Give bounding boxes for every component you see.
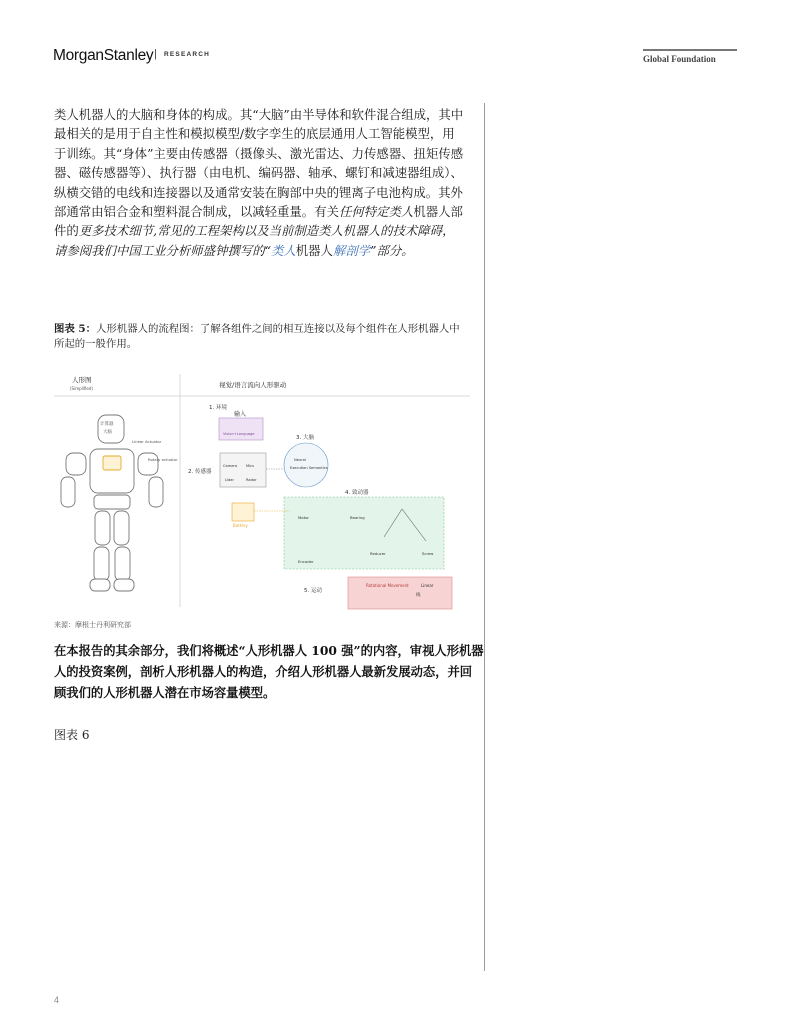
caption-label: 图表 5： — [54, 323, 97, 335]
sensors-label: 2. 传感器 — [188, 469, 212, 475]
camera-label: Camera — [223, 464, 238, 468]
screw-label: Screw — [422, 551, 434, 556]
humanoid-subtitle: (Simplified) — [70, 386, 93, 391]
rotary-actuator-label: Rotary actuator — [148, 457, 178, 462]
mics-label: Mics — [246, 464, 254, 468]
linear-cn-label: 线 — [416, 593, 421, 598]
column-divider — [484, 103, 485, 971]
humanoid-title: 人形图 — [72, 376, 92, 384]
environment-label: 1. 环境 — [209, 405, 227, 411]
para-text-5: ，请参阅我们中国工业分析师盛钟撰写的“ — [54, 223, 455, 258]
figure-5-caption — [54, 322, 464, 351]
header-rule — [643, 49, 737, 51]
rotational-label: Rotational Movement — [366, 583, 409, 588]
encoder-label: Encoder — [298, 559, 314, 564]
para-text-2: 任何特定类人 — [338, 204, 414, 220]
reducer-label: Reducer — [370, 551, 386, 556]
summary-paragraph: 在本报告的其余部分，我们将概述“人形机器人 100 强”的内容，审视人形机器人的投资案例，剖析人形机器人的构造，介绍人形机器人最新发展动态，并回顾我们的人形机器人潜在市场容量模型。 — [54, 643, 484, 700]
radar-label: Radar — [246, 478, 257, 482]
humanoid-link[interactable]: 类人 — [270, 242, 296, 258]
page-number: 4 — [54, 995, 60, 1005]
neural-label: Neural — [294, 458, 306, 462]
para-text-7: ” — [370, 242, 377, 258]
caption-text: 人形机器人的流程图：了解各组件之间的相互连接以及每个组件在人形机器人中所起的一般作用。 — [54, 323, 460, 350]
figure-source: 来源：摩根士丹利研究部 — [54, 621, 131, 629]
motion-box — [348, 577, 452, 609]
motion-label: 5. 运动 — [304, 588, 322, 594]
linear-label: Linear — [421, 583, 434, 588]
robot-head-label: 计算器 — [100, 422, 114, 427]
battery-box — [232, 503, 254, 521]
section-label: Global Foundation — [643, 54, 716, 64]
para-text-8: 部分。 — [376, 242, 414, 258]
anatomy-link[interactable]: 解剖学 — [332, 242, 371, 258]
actuator-label: 4. 致动器 — [345, 490, 369, 496]
morgan-stanley-logo: MorganStanley — [53, 47, 154, 64]
figure-6-label: 图表 6 — [54, 728, 90, 742]
robot-brain-label: 大脑 — [103, 430, 112, 435]
flow-title: 视觉/语言流向人形驱动 — [219, 381, 287, 389]
para-text-3: 机器人部件的 — [54, 204, 463, 239]
para-text-6: 机器人 — [295, 242, 333, 258]
brain-label: 3. 大脑 — [296, 435, 314, 441]
motor-label: Motor — [298, 515, 309, 520]
linear-actuator-label: Linear Actuator — [132, 439, 162, 444]
para-text-1: 类人机器人的大脑和身体的构成。其“大脑”由半导体和软件混合组成，其中最相关的是用于自主性和模拟模型/数字孪生的底层通用人工智能模型，用于训练。其“身体”主要由传感器（摄像头、激光雷达、力传感器、扭矩传感器、磁传感器等）、执行器（由电机、编码器、轴承、螺钉和减速器组成）、纵横交错的电线和连接器以及通常安装在胸部中央的锂离子电池构成。其外部通常由铝合金和塑料混合制成，以减轻重量。有关 — [54, 107, 464, 220]
bearing-label: Bearing — [350, 515, 365, 520]
battery-label: Battery — [233, 523, 248, 528]
brain-circle — [284, 443, 328, 487]
humanoid-flow-diagram — [54, 369, 470, 611]
lidar-label: Lidar — [225, 478, 234, 482]
input-sublabel: Vision+Language — [223, 432, 255, 436]
logo-separator: | — [154, 48, 157, 60]
research-label: RESEARCH — [164, 51, 211, 58]
body-paragraph — [54, 105, 464, 260]
input-label: 输入 — [234, 411, 247, 418]
execution-label: Execution Semantics — [290, 466, 328, 470]
input-box — [219, 418, 263, 440]
para-text-4: 更多技术细节,常见的工程架构以及当前制造类人机器人的技术障碍 — [78, 223, 443, 239]
